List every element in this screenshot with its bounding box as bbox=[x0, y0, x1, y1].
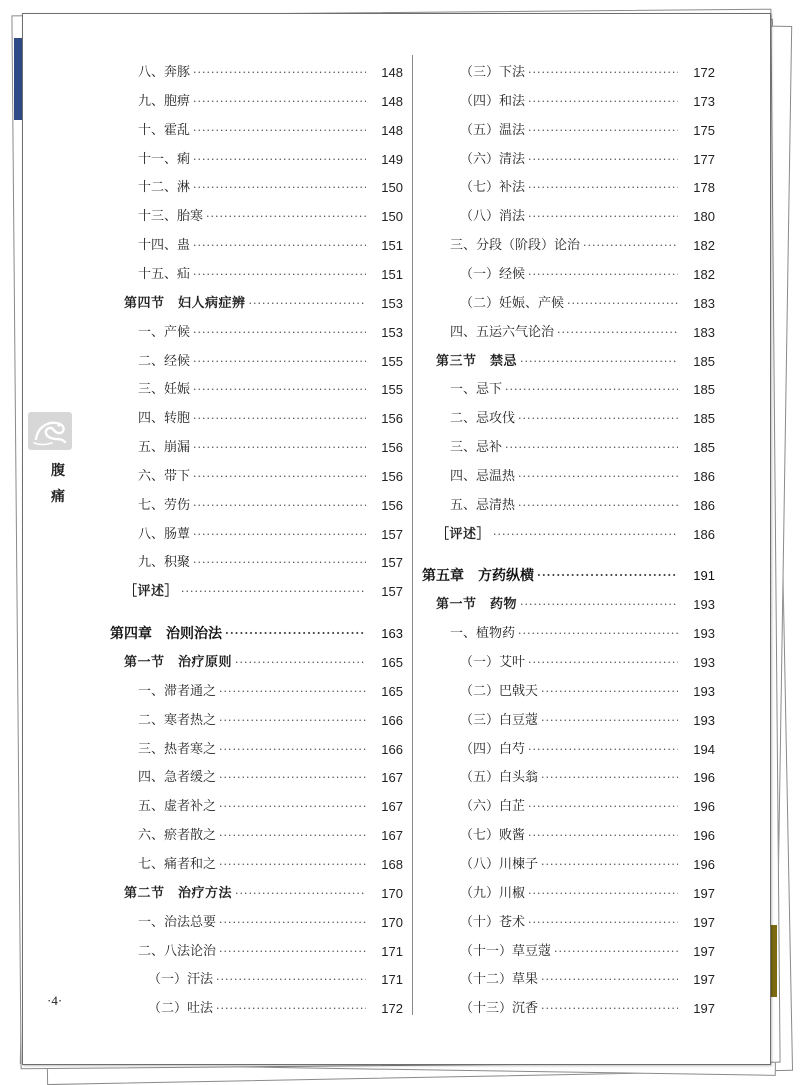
dot-leader bbox=[520, 351, 678, 373]
toc-entry bbox=[148, 969, 403, 991]
toc-entry-page: 197 bbox=[693, 1001, 715, 1017]
toc-entry-page: 172 bbox=[693, 65, 715, 80]
toc-entry bbox=[138, 767, 403, 789]
toc-entry bbox=[460, 652, 715, 674]
toc-entry-title: 五、虚者补之 bbox=[138, 799, 217, 815]
toc-entry-title: （二）妊娠、产候 bbox=[460, 295, 565, 311]
dot-leader bbox=[193, 466, 366, 488]
toc-entry bbox=[138, 739, 403, 761]
toc-entry bbox=[460, 825, 715, 847]
dot-leader bbox=[193, 437, 366, 459]
toc-entry bbox=[460, 854, 715, 876]
dot-leader bbox=[193, 235, 366, 257]
toc-entry-title: 十五、疝 bbox=[138, 266, 191, 282]
dot-leader bbox=[505, 437, 678, 459]
column-divider bbox=[412, 55, 413, 1015]
toc-entry-title: （十三）沉香 bbox=[460, 1001, 539, 1017]
toc-entry-title: 三、忌补 bbox=[450, 440, 503, 456]
toc-entry bbox=[460, 969, 715, 991]
dot-leader bbox=[193, 379, 366, 401]
toc-entry bbox=[138, 264, 403, 286]
dot-leader bbox=[235, 883, 366, 905]
dot-leader bbox=[193, 322, 366, 344]
toc-entry-title: 第三节 禁忌 bbox=[436, 353, 518, 369]
dot-leader bbox=[528, 883, 678, 905]
toc-entry-page: 165 bbox=[381, 683, 403, 699]
toc-entry-title: 第一节 治疗原则 bbox=[124, 655, 233, 670]
toc-entry-page: 197 bbox=[693, 972, 715, 988]
toc-entry-page: 193 bbox=[693, 597, 715, 613]
dot-leader bbox=[541, 854, 678, 876]
toc-entry-page: 180 bbox=[693, 209, 715, 225]
toc-entry bbox=[460, 62, 715, 84]
toc-entry bbox=[460, 912, 715, 934]
toc-entry-page: 183 bbox=[693, 324, 715, 340]
toc-entry-page: 163 bbox=[381, 626, 403, 642]
toc-entry bbox=[450, 322, 715, 344]
toc-entry-page: 193 bbox=[693, 712, 715, 728]
toc-entry-title: 十二、淋 bbox=[138, 180, 191, 196]
toc-entry-page: 149 bbox=[381, 151, 403, 167]
toc-entry-title: （一）经候 bbox=[460, 266, 526, 282]
toc-entry bbox=[148, 998, 403, 1020]
dot-leader bbox=[219, 739, 366, 761]
dot-leader bbox=[181, 581, 366, 603]
toc-entry bbox=[138, 495, 403, 517]
toc-entry-page: 166 bbox=[381, 712, 403, 728]
toc-entry-page: 185 bbox=[693, 411, 715, 427]
dot-leader bbox=[528, 149, 678, 171]
toc-entry bbox=[436, 351, 715, 373]
toc-entry-title: 第二节 治疗方法 bbox=[124, 885, 233, 901]
toc-entry-page: 156 bbox=[381, 468, 403, 484]
toc-entry-page: 155 bbox=[381, 382, 403, 398]
toc-entry-page: 170 bbox=[381, 885, 403, 901]
dot-leader bbox=[528, 62, 678, 84]
toc-entry bbox=[138, 206, 403, 228]
toc-entry bbox=[138, 552, 403, 574]
dot-leader bbox=[219, 710, 366, 732]
toc-entry-title: 十四、蛊 bbox=[138, 238, 191, 254]
dragon-emblem-icon bbox=[28, 412, 72, 450]
toc-entry bbox=[138, 437, 403, 459]
dot-leader bbox=[206, 206, 366, 228]
toc-entry bbox=[460, 767, 715, 789]
dot-leader bbox=[541, 710, 678, 732]
dot-leader bbox=[193, 351, 366, 373]
toc-entry-page: 193 bbox=[693, 683, 715, 699]
page-number: ·4· bbox=[47, 993, 63, 1008]
toc-entry-page: 148 bbox=[381, 93, 403, 109]
toc-entry-title: （二）吐法 bbox=[148, 1001, 214, 1017]
dot-leader bbox=[528, 177, 678, 199]
toc-entry-title: （七）败酱 bbox=[460, 828, 526, 844]
toc-entry-page: 185 bbox=[693, 382, 715, 398]
toc-entry-title: （四）白芍 bbox=[460, 741, 526, 757]
toc-entry-page: 165 bbox=[381, 655, 403, 670]
toc-entry-page: 148 bbox=[381, 122, 403, 138]
toc-entry-title: 四、转胞 bbox=[138, 411, 191, 427]
toc-entry-page: 186 bbox=[693, 497, 715, 513]
dot-leader bbox=[528, 796, 678, 818]
toc-entry-page: 196 bbox=[693, 799, 715, 815]
toc-entry-page: 193 bbox=[693, 626, 715, 642]
dot-leader bbox=[493, 524, 678, 546]
toc-entry-title: （五）温法 bbox=[460, 122, 526, 138]
toc-entry-page: 183 bbox=[693, 295, 715, 311]
toc-entry-title: 十三、胎寒 bbox=[138, 209, 204, 225]
toc-entry-page: 171 bbox=[381, 972, 403, 988]
dot-leader bbox=[193, 264, 366, 286]
toc-entry bbox=[460, 796, 715, 818]
dot-leader bbox=[193, 552, 366, 574]
toc-entry-title: 三、分段（阶段）论治 bbox=[450, 238, 581, 254]
toc-entry bbox=[460, 681, 715, 703]
toc-entry-page: 177 bbox=[693, 151, 715, 167]
dot-leader bbox=[567, 293, 678, 315]
toc-entry-title: 八、奔豚 bbox=[138, 65, 191, 80]
toc-entry-title: 四、急者缓之 bbox=[138, 770, 217, 786]
toc-entry bbox=[124, 581, 403, 603]
toc-entry-title: 五、忌清热 bbox=[450, 497, 516, 513]
dot-leader bbox=[528, 120, 678, 142]
toc-entry-title: （三）白豆蔻 bbox=[460, 712, 539, 728]
toc-entry-title: 一、植物药 bbox=[450, 626, 516, 642]
dot-leader bbox=[235, 652, 366, 674]
toc-entry-title: 三、妊娠 bbox=[138, 382, 191, 398]
toc-entry-title: 二、忌攻伐 bbox=[450, 411, 516, 427]
toc-entry-title: 七、劳伤 bbox=[138, 497, 191, 513]
toc-entry-page: 178 bbox=[693, 180, 715, 196]
toc-entry-title: 二、八法论治 bbox=[138, 943, 217, 959]
toc-entry bbox=[138, 120, 403, 142]
toc-entry bbox=[138, 466, 403, 488]
toc-entry-page: 153 bbox=[381, 324, 403, 340]
dot-leader bbox=[193, 120, 366, 142]
dot-leader bbox=[216, 969, 366, 991]
toc-entry-page: 170 bbox=[381, 914, 403, 930]
dot-leader bbox=[520, 594, 678, 616]
dot-leader bbox=[505, 379, 678, 401]
toc-entry-page: 151 bbox=[381, 238, 403, 254]
toc-entry bbox=[138, 912, 403, 934]
toc-entry-page: 168 bbox=[381, 856, 403, 872]
dot-leader bbox=[216, 998, 366, 1020]
toc-entry-page: 197 bbox=[693, 885, 715, 901]
dot-leader bbox=[219, 796, 366, 818]
toc-entry-page: 157 bbox=[381, 555, 403, 571]
dot-leader bbox=[219, 854, 366, 876]
toc-entry-page: 157 bbox=[381, 526, 403, 542]
toc-entry-page: 166 bbox=[381, 741, 403, 757]
toc-entry-title: 一、滞者通之 bbox=[138, 683, 217, 699]
toc-entry bbox=[460, 120, 715, 142]
toc-entry bbox=[460, 998, 715, 1020]
dot-leader bbox=[219, 941, 366, 963]
toc-entry-page: 197 bbox=[693, 943, 715, 959]
toc-entry bbox=[450, 466, 715, 488]
toc-entry-page: 194 bbox=[693, 741, 715, 757]
dot-leader bbox=[518, 466, 678, 488]
toc-entry bbox=[138, 149, 403, 171]
toc-entry-title: 九、积聚 bbox=[138, 555, 191, 571]
toc-entry-title: （四）和法 bbox=[460, 93, 526, 109]
dot-leader bbox=[193, 524, 366, 546]
dot-leader bbox=[528, 739, 678, 761]
dot-leader bbox=[557, 322, 678, 344]
toc-entry-page: 167 bbox=[381, 828, 403, 844]
toc-entry bbox=[110, 623, 403, 645]
toc-entry bbox=[460, 883, 715, 905]
toc-entry-title: 四、五运六气论治 bbox=[450, 324, 555, 340]
toc-entry bbox=[124, 293, 403, 315]
toc-entry-page: 156 bbox=[381, 497, 403, 513]
toc-entry-page: 186 bbox=[693, 526, 715, 542]
toc-entry bbox=[138, 710, 403, 732]
toc-entry-page: 153 bbox=[381, 295, 403, 311]
dot-leader bbox=[537, 565, 678, 587]
toc-entry bbox=[460, 739, 715, 761]
dot-leader bbox=[541, 767, 678, 789]
toc-entry bbox=[460, 264, 715, 286]
toc-entry-page: 182 bbox=[693, 238, 715, 254]
dot-leader bbox=[518, 408, 678, 430]
dot-leader bbox=[528, 206, 678, 228]
dot-leader bbox=[249, 293, 366, 315]
toc-entry-title: （七）补法 bbox=[460, 180, 526, 196]
toc-entry bbox=[138, 796, 403, 818]
toc-entry bbox=[138, 322, 403, 344]
toc-entry-title: ［评述］ bbox=[436, 526, 491, 542]
toc-entry bbox=[450, 379, 715, 401]
toc-entry bbox=[138, 351, 403, 373]
toc-entry-title: （一）汗法 bbox=[148, 972, 214, 988]
toc-entry-page: 155 bbox=[381, 353, 403, 369]
toc-entry-title: 七、痛者和之 bbox=[138, 856, 217, 872]
dot-leader bbox=[193, 408, 366, 430]
dot-leader bbox=[219, 825, 366, 847]
dot-leader bbox=[518, 495, 678, 517]
toc-entry-page: 171 bbox=[381, 943, 403, 959]
toc-entry-title: ［评述］ bbox=[124, 584, 179, 600]
toc-entry bbox=[450, 495, 715, 517]
toc-entry-page: 175 bbox=[693, 122, 715, 138]
toc-entry-title: 第四节 妇人病症辨 bbox=[124, 295, 246, 311]
toc-entry-title: （六）清法 bbox=[460, 151, 526, 167]
toc-entry-title: 第四章 治则治法 bbox=[110, 626, 222, 643]
dot-leader bbox=[219, 912, 366, 934]
toc-entry-title: （三）下法 bbox=[460, 65, 526, 80]
toc-entry bbox=[124, 883, 403, 905]
dot-leader bbox=[193, 177, 366, 199]
dot-leader bbox=[219, 681, 366, 703]
toc-entry-page: 150 bbox=[381, 209, 403, 225]
toc-entry bbox=[450, 408, 715, 430]
toc-entry-title: （二）巴戟天 bbox=[460, 683, 539, 699]
toc-entry bbox=[138, 524, 403, 546]
toc-entry-title: （六）白芷 bbox=[460, 799, 526, 815]
toc-entry-page: 173 bbox=[693, 93, 715, 109]
toc-entry-page: 191 bbox=[693, 568, 715, 584]
toc-entry-page: 157 bbox=[381, 584, 403, 600]
toc-entry-title: （八）川楝子 bbox=[460, 856, 539, 872]
toc-entry bbox=[460, 293, 715, 315]
toc-entry-page: 185 bbox=[693, 440, 715, 456]
toc-entry-title: 一、治法总要 bbox=[138, 914, 217, 930]
toc-entry bbox=[138, 681, 403, 703]
toc-entry-page: 196 bbox=[693, 828, 715, 844]
toc-entry-title: （十二）草果 bbox=[460, 972, 539, 988]
toc-entry-page: 167 bbox=[381, 770, 403, 786]
toc-entry-page: 182 bbox=[693, 266, 715, 282]
dot-leader bbox=[193, 495, 366, 517]
dot-leader bbox=[518, 623, 678, 645]
dot-leader bbox=[225, 623, 366, 645]
toc-entry bbox=[460, 149, 715, 171]
toc-entry-title: （五）白头翁 bbox=[460, 770, 539, 786]
running-head: 腹痛 bbox=[51, 463, 65, 505]
toc-entry bbox=[138, 379, 403, 401]
toc-entry bbox=[460, 177, 715, 199]
toc-entry bbox=[436, 594, 715, 616]
dot-leader bbox=[583, 235, 678, 257]
toc-entry-title: （十一）草豆蔻 bbox=[460, 943, 552, 959]
toc-entry-title: 十、霍乱 bbox=[138, 122, 191, 138]
toc-entry-title: 二、寒者热之 bbox=[138, 712, 217, 728]
toc-entry-page: 148 bbox=[381, 65, 403, 80]
toc-entry-page: 196 bbox=[693, 770, 715, 786]
dot-leader bbox=[528, 652, 678, 674]
toc-entry-title: 第一节 药物 bbox=[436, 597, 518, 613]
toc-entry-title: 九、胞痹 bbox=[138, 93, 191, 109]
dot-leader bbox=[541, 998, 678, 1020]
toc-entry bbox=[450, 437, 715, 459]
toc-entry-page: 150 bbox=[381, 180, 403, 196]
toc-entry bbox=[460, 206, 715, 228]
dot-leader bbox=[193, 91, 366, 113]
toc-entry-title: （八）消法 bbox=[460, 209, 526, 225]
toc-entry bbox=[450, 235, 715, 257]
toc-entry-page: 185 bbox=[693, 353, 715, 369]
dot-leader bbox=[528, 825, 678, 847]
toc-entry-page: 156 bbox=[381, 440, 403, 456]
dot-leader bbox=[528, 91, 678, 113]
toc-entry-page: 197 bbox=[693, 914, 715, 930]
toc-entry bbox=[460, 91, 715, 113]
toc-entry-title: 三、热者寒之 bbox=[138, 741, 217, 757]
toc-entry-page: 193 bbox=[693, 655, 715, 670]
toc-entry-title: 八、肠蕈 bbox=[138, 526, 191, 542]
toc-entry bbox=[138, 177, 403, 199]
toc-entry-title: 一、忌下 bbox=[450, 382, 503, 398]
toc-entry-title: 六、带下 bbox=[138, 468, 191, 484]
toc-entry-page: 186 bbox=[693, 468, 715, 484]
toc-entry-title: 二、经候 bbox=[138, 353, 191, 369]
toc-entry bbox=[138, 62, 403, 84]
toc-entry-title: 十一、痢 bbox=[138, 151, 191, 167]
toc-entry-page: 167 bbox=[381, 799, 403, 815]
toc-entry bbox=[460, 710, 715, 732]
dot-leader bbox=[528, 912, 678, 934]
dot-leader bbox=[219, 767, 366, 789]
toc-entry bbox=[124, 652, 403, 674]
toc-entry-title: 一、产候 bbox=[138, 324, 191, 340]
dot-leader bbox=[541, 969, 678, 991]
toc-entry-page: 172 bbox=[381, 1001, 403, 1017]
toc-entry bbox=[422, 565, 715, 587]
toc-entry-title: 第五章 方药纵横 bbox=[422, 568, 534, 585]
toc-entry-page: 196 bbox=[693, 856, 715, 872]
toc-entry-title: 六、瘀者散之 bbox=[138, 828, 217, 844]
toc-entry bbox=[436, 524, 715, 546]
dot-leader bbox=[193, 62, 366, 84]
toc-entry bbox=[450, 623, 715, 645]
dot-leader bbox=[193, 149, 366, 171]
toc-entry bbox=[138, 235, 403, 257]
toc-entry bbox=[138, 825, 403, 847]
toc-entry bbox=[460, 941, 715, 963]
toc-entry-title: （九）川椒 bbox=[460, 885, 526, 901]
toc-entry-title: 四、忌温热 bbox=[450, 468, 516, 484]
toc-entry bbox=[138, 941, 403, 963]
toc-entry-title: （一）艾叶 bbox=[460, 655, 526, 670]
toc-entry bbox=[138, 408, 403, 430]
toc-entry-page: 151 bbox=[381, 266, 403, 282]
toc-entry-page: 156 bbox=[381, 411, 403, 427]
toc-entry-title: （十）苍术 bbox=[460, 914, 526, 930]
toc-entry-title: 五、崩漏 bbox=[138, 440, 191, 456]
dot-leader bbox=[528, 264, 678, 286]
toc-entry bbox=[138, 91, 403, 113]
dot-leader bbox=[541, 681, 678, 703]
dot-leader bbox=[554, 941, 678, 963]
toc-entry bbox=[138, 854, 403, 876]
